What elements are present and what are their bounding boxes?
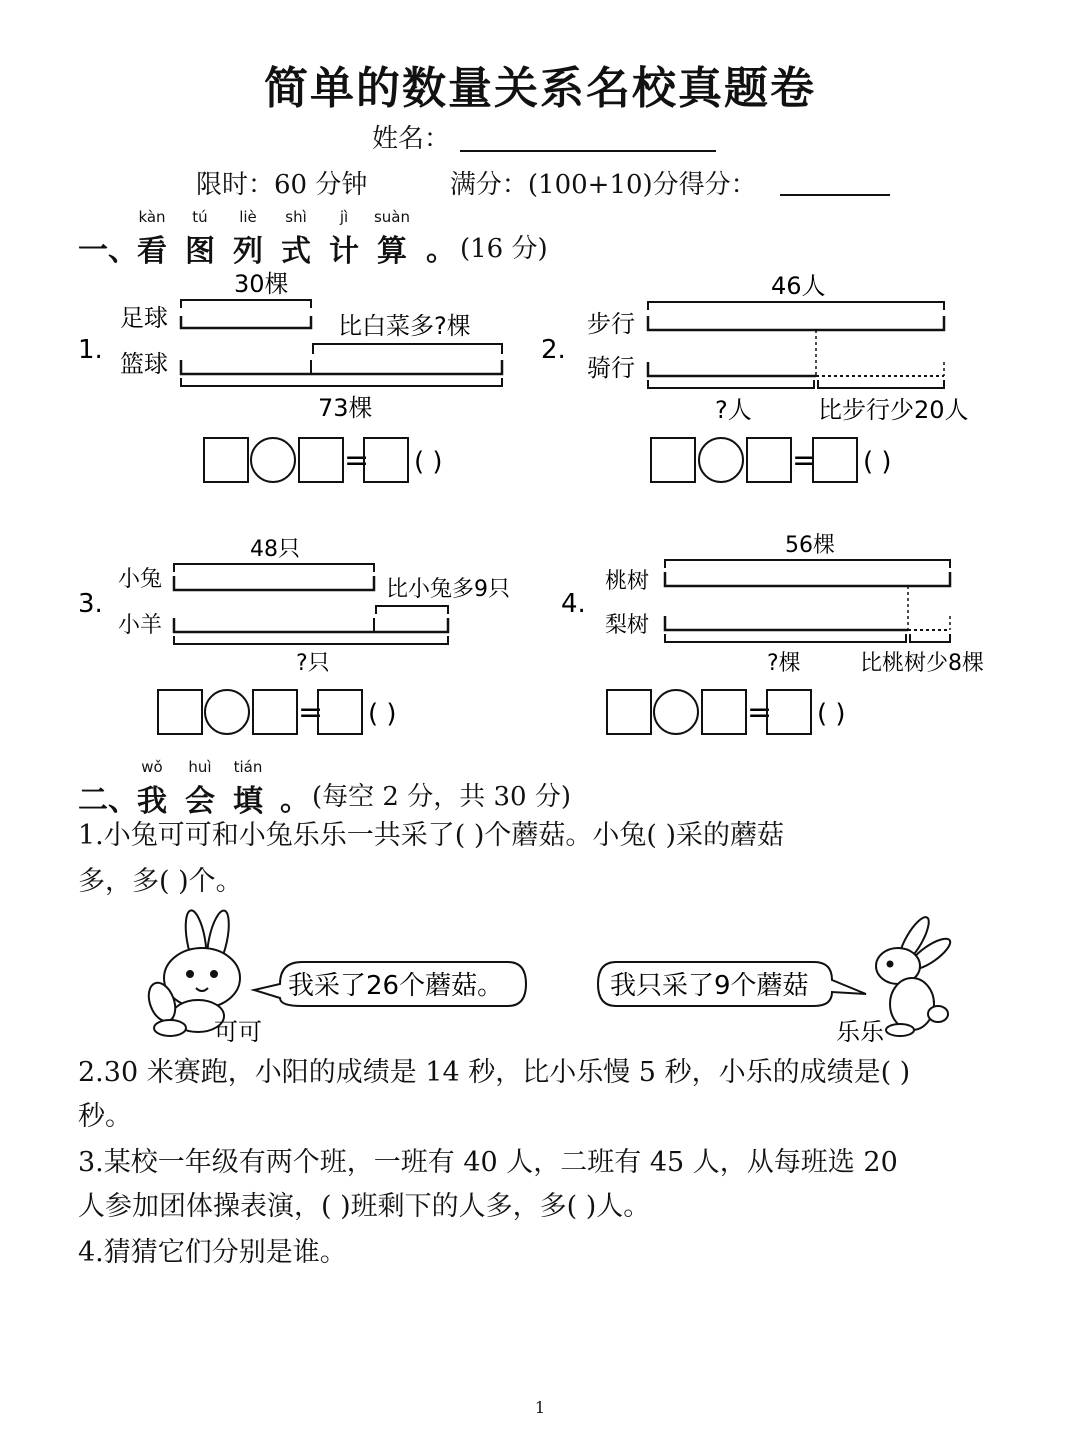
bottom-brace: [174, 636, 448, 644]
brace-label-bottom: ?只: [296, 651, 330, 676]
pinyin: shì: [285, 208, 307, 226]
section1-number: 一、: [78, 233, 138, 268]
brace-label-top: 30棵: [234, 270, 289, 298]
question-2-line-1: 2.30 米赛跑，小阳的成绩是 14 秒，比小乐慢 5 秒，小乐的成绩是( ): [78, 1057, 911, 1088]
problem-number: 2.: [541, 335, 566, 365]
rabbit-lele-icon: [876, 913, 954, 1036]
answer-box[interactable]: [767, 690, 811, 734]
bar-label-bottom: 骑行: [587, 354, 635, 382]
diff-brace: [910, 634, 950, 642]
answer-box[interactable]: [651, 438, 695, 482]
bar-top: [174, 576, 374, 590]
brace-label-mid: 比白菜多?棵: [338, 312, 471, 340]
bottom-brace: [181, 378, 502, 386]
section1-title: [132, 208, 452, 268]
question-label: ?人: [715, 396, 752, 424]
pinyin: kàn: [138, 208, 166, 226]
diagram-3: [70, 530, 540, 750]
bar-label-top: 步行: [587, 310, 635, 338]
time-limit: 限时：60 分钟: [196, 170, 368, 200]
bottom-brace: [665, 634, 906, 642]
answer-box[interactable]: [702, 690, 746, 734]
heading-char: 填: [233, 784, 263, 819]
bar-top: [648, 316, 944, 330]
pinyin: huì: [188, 758, 212, 776]
answer-box[interactable]: [813, 438, 857, 482]
bar-label-bottom: 小羊: [118, 613, 163, 638]
heading-char: 式: [281, 234, 311, 269]
question-2-line-2: 秒。: [78, 1101, 132, 1132]
bar-label-bottom: 篮球: [120, 350, 168, 378]
section1-dot: 。: [426, 233, 456, 268]
heading-char: 看: [137, 234, 167, 269]
heading-char: 图: [185, 234, 215, 269]
problem-number: 1.: [78, 335, 103, 365]
answer-box[interactable]: [607, 690, 651, 734]
equal-sign: =: [344, 443, 370, 478]
bar-bottom: [648, 362, 816, 376]
bar-bottom: [665, 616, 908, 630]
bar-label-top: 小兔: [118, 567, 163, 592]
diagram-4: [555, 530, 1025, 750]
pinyin: wǒ: [141, 758, 163, 776]
top-brace: [648, 302, 944, 310]
unit-blank[interactable]: ( ): [817, 699, 846, 729]
heading-char: 列: [233, 234, 263, 269]
equal-sign: =: [747, 695, 773, 730]
question-label: ?棵: [767, 651, 801, 676]
heading-char: 算: [377, 234, 407, 269]
heading-char: 我: [137, 784, 167, 819]
question-3-line-2: 人参加团体操表演，( )班剩下的人多，多( )人。: [78, 1191, 651, 1222]
name-lele: 乐乐: [836, 1018, 884, 1046]
question-1-line-1: 1.小兔可可和小兔乐乐一共采了( )个蘑菇。小兔( )采的蘑菇: [78, 820, 785, 851]
bar-label-top: 桃树: [605, 569, 650, 594]
name-blank[interactable]: [460, 150, 716, 152]
bar-top: [181, 316, 311, 328]
bar-top: [665, 572, 950, 586]
problem-number: 3.: [78, 589, 103, 619]
section2-score: (每空 2 分，共 30 分): [312, 782, 571, 812]
answer-box[interactable]: [253, 690, 297, 734]
operator-circle[interactable]: [205, 690, 249, 734]
score-blank[interactable]: [780, 194, 890, 196]
rabbit-keke-icon: [144, 909, 240, 1036]
pinyin: liè: [239, 208, 257, 226]
answer-box[interactable]: [318, 690, 362, 734]
pinyin: tián: [233, 758, 263, 776]
problem-number: 4.: [561, 589, 586, 619]
brace-label-top: 46人: [771, 272, 826, 300]
name-field: [372, 118, 450, 155]
question-1-line-2: 多，多( )个。: [78, 866, 243, 897]
mid-brace: [313, 344, 502, 354]
bar-label-bottom: 梨树: [605, 613, 650, 638]
answer-box[interactable]: [364, 438, 408, 482]
operator-circle[interactable]: [654, 690, 698, 734]
section2-dot: 。: [280, 783, 310, 818]
bubble-text-right: 我只采了9个蘑菇: [610, 971, 809, 1001]
equal-sign: =: [792, 443, 818, 478]
pinyin: tú: [192, 208, 208, 226]
name-label: 姓名：: [372, 124, 451, 154]
top-brace: [174, 564, 374, 572]
unit-blank[interactable]: ( ): [414, 447, 443, 477]
operator-circle[interactable]: [251, 438, 295, 482]
bubble-text-left: 我采了26个蘑菇。: [288, 971, 504, 1001]
page-number: 1: [534, 1398, 546, 1417]
diff-label: 比桃树少8棵: [860, 651, 984, 676]
full-score: 满分：(100+10)分得分：: [449, 170, 757, 200]
answer-box[interactable]: [158, 690, 202, 734]
section1-score: (16 分): [460, 234, 548, 264]
brace-label-bottom: 73棵: [318, 394, 373, 422]
brace-label-mid: 比小兔多9只: [386, 577, 510, 602]
top-brace: [181, 300, 311, 308]
name-keke: 可可: [214, 1018, 262, 1046]
diagram-2: [535, 268, 1005, 488]
info-row: [196, 164, 757, 201]
pinyin: jì: [339, 208, 349, 226]
brace-label-top: 48只: [250, 537, 300, 562]
page-title: 简单的数量关系名校真题卷: [264, 63, 816, 114]
mid-brace: [376, 606, 448, 614]
diagram-1: [70, 268, 540, 488]
section2-number: 二、: [78, 783, 138, 818]
unit-blank[interactable]: ( ): [368, 699, 397, 729]
diff-label: 比步行少20人: [818, 396, 969, 424]
answer-box[interactable]: [747, 438, 791, 482]
diff-brace: [818, 380, 944, 388]
bottom-brace: [648, 380, 814, 388]
rabbit-illustration: [130, 900, 970, 1050]
heading-char: 计: [329, 234, 359, 269]
answer-box[interactable]: [299, 438, 343, 482]
answer-box[interactable]: [204, 438, 248, 482]
unit-blank[interactable]: ( ): [863, 447, 892, 477]
brace-label-top: 56棵: [785, 533, 835, 558]
heading-char: 会: [185, 784, 215, 819]
operator-circle[interactable]: [699, 438, 743, 482]
section2-title: [132, 758, 292, 818]
bar-label-top: 足球: [120, 304, 168, 332]
bar-bottom: [174, 618, 448, 632]
question-4: 4.猜猜它们分别是谁。: [78, 1237, 347, 1268]
question-3-line-1: 3.某校一年级有两个班，一班有 40 人，二班有 45 人，从每班选 20: [78, 1147, 898, 1178]
top-brace: [665, 560, 950, 568]
bar-bottom: [181, 360, 502, 374]
equal-sign: =: [298, 695, 324, 730]
pinyin: suàn: [373, 208, 411, 226]
